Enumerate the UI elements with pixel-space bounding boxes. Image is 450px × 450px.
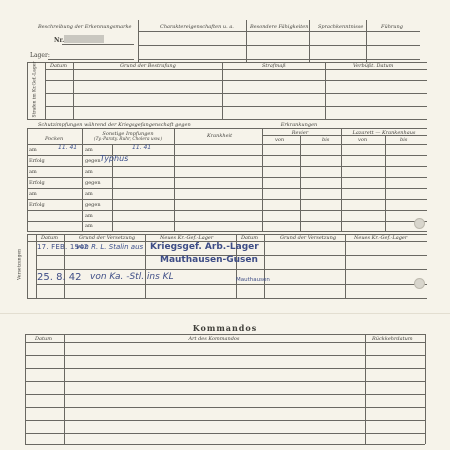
fuehrung-header: Führung [381,24,403,30]
impf-row-erfolg-2: Erfolg [29,180,45,186]
impf-row-erfolg-1: Erfolg [29,158,45,164]
sonst-gegen-1: gegen [85,158,101,164]
lazarett-header: Lazarett — Krankenhaus [352,130,416,136]
versetzung-2-date: 25. 8. 42 [37,272,82,283]
revier-header: Revier [291,130,309,136]
versetzung-1-date: 17. FEB. 1942 [37,243,89,251]
versetzung-2-text: von Ka. -Stl. ins KL [90,272,174,282]
lazarett-bis: bis [400,137,408,143]
beschreibung-label: Beschreibung der Erkennungsmarke [38,24,132,30]
stamp-line-1: Kriegsgef. Arb.-Lager [150,242,259,252]
impf-row-erfolg-3: Erfolg [29,202,45,208]
vers-col-datum-1: Datum [41,235,58,241]
sonstige-subheader: (Ty.-Paraty. Ruhr, Cholera usw.) [93,137,163,142]
fold-line [0,313,450,314]
impfungen-title: Schutzimpfungen während der Kriegsgefangenschaft gegen [38,122,191,128]
sonst-am-5: am [85,223,93,229]
kommandos-col-datum: Datum [35,336,52,342]
strafen-col-verbuesst: Verbüßt. Datum [353,63,394,69]
vers-col-grund-1: Grund der Versetzung [79,235,136,241]
sonst-gegen-2: gegen [85,180,101,186]
lazarett-von: von [358,137,368,143]
sonst-am-4: am [85,213,93,219]
sonstige-date: 11. 41 [132,144,152,151]
kommandos-col-rueckkehr: Rückkehrdatum [372,336,413,342]
pocken-header: Pocken [45,136,64,142]
sonst-am-1: am [85,147,93,153]
vers-col-grund-2: Grund der Versetzung [280,235,337,241]
vers-col-lager-1: Neues Kr.-Gef.-Lager [160,235,214,241]
sprachen-header: Sprachkenntnisse [318,24,364,30]
vers-col-datum-2: Datum [241,235,258,241]
revier-von: von [275,137,285,143]
nr-label: Nr. [54,37,65,44]
stamp-small: Mauthausen [236,277,270,283]
typhus-entry: Typhus [100,154,129,163]
kommandos-col-art: Art des Kommandos [188,336,240,342]
impf-row-am-1: am [29,147,37,153]
punch-hole-lower [414,278,425,289]
versetzungen-side-label: Versetzungen [17,248,23,281]
impf-row-am-3: am [29,191,37,197]
strafen-side-label: Strafen im Kr.Gef.-Lager [32,61,38,118]
vers-col-lager-2: Neues Kr.-Gef.-Lager [354,235,408,241]
sonst-am-3: am [85,191,93,197]
lager-label: Lager: [30,52,50,59]
faehigkeiten-header: Besondere Fähigkeiten [250,24,309,30]
sonst-am-2: am [85,169,93,175]
pocken-date: 11. 41 [58,144,78,151]
redacted-number [64,35,104,43]
strafen-col-datum: Datum [50,63,67,69]
punch-hole-upper [414,218,425,229]
strafen-col-strafmass: Strafmaß [262,63,286,69]
strafen-col-grund: Grund der Bestrafung [120,63,176,69]
revier-bis: bis [322,137,330,143]
sonst-gegen-3: gegen [85,202,101,208]
erkrankungen-title: Erkrankungen [280,122,318,128]
stamp-line-2: Mauthausen-Gusen [160,255,258,265]
versetzung-1-text: von R. L. Stalin aus [76,243,144,251]
charakter-header: Charaktereigenschaften u. a. [160,24,234,30]
impf-row-am-2: am [29,169,37,175]
krankheit-header: Krankheit [207,133,233,139]
kommandos-title: Kommandos [192,323,258,333]
sonstige-header: Sonstige Impfungen [102,131,154,137]
